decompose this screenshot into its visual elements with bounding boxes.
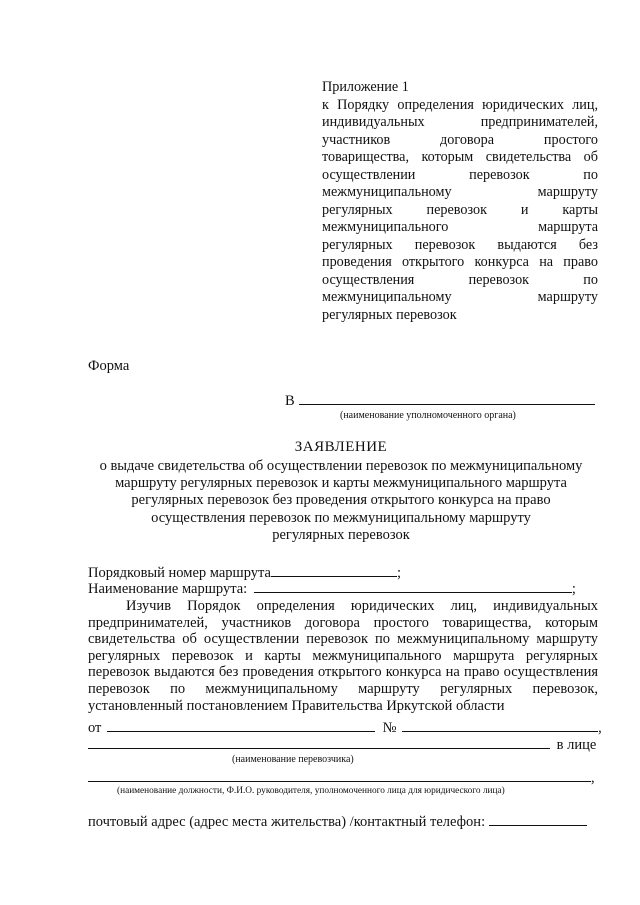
appendix-line: участников договора простого <box>322 131 598 148</box>
mail-row <box>88 813 587 831</box>
number-sign: № <box>382 720 397 736</box>
route-name-end: ; <box>571 581 576 597</box>
appendix-title: Приложение 1 <box>322 79 409 95</box>
subtitle-line: регулярных перевозок <box>272 526 410 543</box>
appendix-line: регулярных перевозок и карты <box>322 201 598 218</box>
route-name-input[interactable] <box>254 580 572 593</box>
carrier-input[interactable] <box>88 736 550 749</box>
decree-number-input[interactable] <box>402 719 598 732</box>
appendix-block <box>322 79 598 324</box>
appendix-line: межмуниципальному маршруту <box>322 289 598 305</box>
route-number-input[interactable] <box>271 564 397 577</box>
position-end: , <box>591 770 595 786</box>
appendix-line: межмуниципальному маршруту <box>322 184 598 200</box>
carrier-caption: (наименование перевозчика) <box>232 754 354 765</box>
appendix-line: к Порядку определения юридических лиц, <box>322 96 598 113</box>
position-input[interactable] <box>88 769 591 782</box>
carrier-suffix: в лице <box>556 737 597 753</box>
statement-body <box>88 598 598 714</box>
form-label: Форма <box>88 358 130 374</box>
appendix-line: осуществления перевозок по <box>322 271 598 288</box>
position-caption: (наименование должности, Ф.И.О. руководителя, уполномоченного лица для юридического лица) <box>117 786 505 796</box>
mail-input[interactable] <box>489 813 587 826</box>
document-subtitle <box>80 458 602 544</box>
appendix-line: регулярных перевозок <box>322 306 457 323</box>
addressee-line <box>285 392 595 410</box>
from-end: , <box>598 720 602 736</box>
document-title: ЗАЯВЛЕНИЕ <box>294 439 388 455</box>
appendix-line: межмуниципального маршрута <box>322 219 598 235</box>
appendix-line: осуществлении перевозок по <box>322 166 598 183</box>
carrier-row <box>88 736 596 754</box>
appendix-line: регулярных перевозок выдаются без <box>322 236 598 253</box>
route-name-label: Наименование маршрута: <box>88 581 248 597</box>
addressee-prefix: В <box>285 393 295 409</box>
addressee-input[interactable] <box>299 392 595 405</box>
position-row <box>88 769 595 787</box>
route-number-end: ; <box>396 565 401 581</box>
appendix-line: индивидуальных предпринимателей, <box>322 114 598 130</box>
addressee-caption: (наименование уполномоченного органа) <box>340 410 516 421</box>
from-prefix: от <box>88 720 102 736</box>
decree-date-input[interactable] <box>107 719 375 732</box>
route-name-row <box>88 580 576 598</box>
mail-label: почтовый адрес (адрес места жительства) /контактный телефон: <box>88 814 486 830</box>
appendix-line: товарищества, которым свидетельства об <box>322 149 598 165</box>
subtitle-line: осуществления перевозок по межмуниципальному маршруту <box>151 509 531 526</box>
from-row <box>88 719 602 737</box>
route-number-label: Порядковый номер маршрута <box>88 565 271 581</box>
statement-text: Изучив Порядок определения юридических лиц, индивидуальных предпринимателей, участников договора простого товарищества, которым свидетельства об осуществлении перевозок по межмуниципальному маршруту регулярных перевозок и карты межмуниципального маршрута регулярных перевозок выдаются без проведения открытого конкурса на право осуществления перевозок по межмуниципальному маршруту регулярных перевозок, установленный постановлением Правительства Иркутской области <box>88 598 598 714</box>
subtitle-line: маршруту регулярных перевозок и карты межмуниципального маршрута <box>115 475 567 492</box>
subtitle-line: регулярных перевозок без проведения открытого конкурса на право <box>131 492 551 509</box>
appendix-line: проведения открытого конкурса на право <box>322 254 598 270</box>
subtitle-line: о выдаче свидетельства об осуществлении перевозок по межмуниципальному <box>99 458 583 474</box>
